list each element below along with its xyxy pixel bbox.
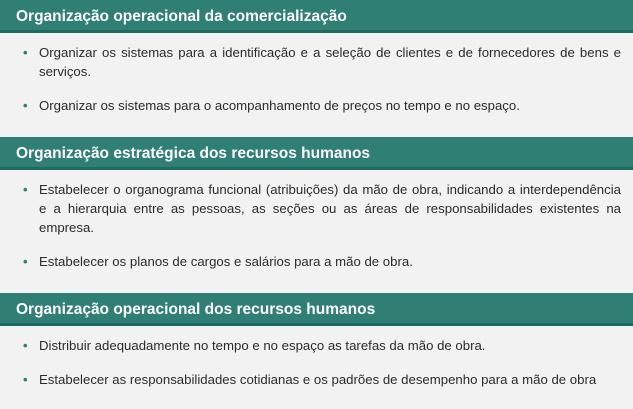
section-title: Organização operacional dos recursos humanos: [0, 293, 633, 326]
list-item: [22, 43, 621, 81]
list-item-text: Organizar os sistemas para o acompanhamento de preços no tempo e no espaço.: [39, 98, 520, 113]
section-title: Organização operacional da comercialização: [0, 0, 633, 33]
bullet-icon: •: [23, 98, 28, 113]
list-item-text: Estabelecer os planos de cargos e salários para a mão de obra.: [39, 254, 413, 269]
section-hr-operational: [0, 293, 633, 409]
bullet-icon: •: [23, 338, 28, 353]
section-hr-strategic: [0, 137, 633, 293]
list-item: [22, 252, 621, 271]
section-title: Organização estratégica dos recursos humanos: [0, 137, 633, 170]
list-item: [22, 180, 621, 237]
section-commercialization: [0, 0, 633, 137]
bullet-icon: •: [23, 372, 28, 387]
list-item-text: Distribuir adequadamente no tempo e no espaço as tarefas da mão de obra.: [39, 338, 486, 353]
bullet-icon: •: [23, 182, 28, 197]
list-item-text: Estabelecer o organograma funcional (atribuições) da mão de obra, indicando a interdependência e a hierarquia entre as pessoas, as seções ou as áreas de responsabilidades existentes na empresa.: [39, 182, 621, 235]
list-item: [22, 96, 621, 115]
section-body: [0, 33, 633, 137]
list-item: [22, 336, 621, 355]
section-body: [0, 326, 633, 409]
list-item: [22, 370, 621, 389]
list-item-text: Estabelecer as responsabilidades cotidianas e os padrões de desempenho para a mão de obra: [39, 372, 597, 387]
bullet-icon: •: [23, 45, 28, 60]
bullet-icon: •: [23, 254, 28, 269]
list-item-text: Organizar os sistemas para a identificação e a seleção de clientes e de fornecedores de bens e serviços.: [39, 45, 621, 79]
section-body: [0, 170, 633, 293]
